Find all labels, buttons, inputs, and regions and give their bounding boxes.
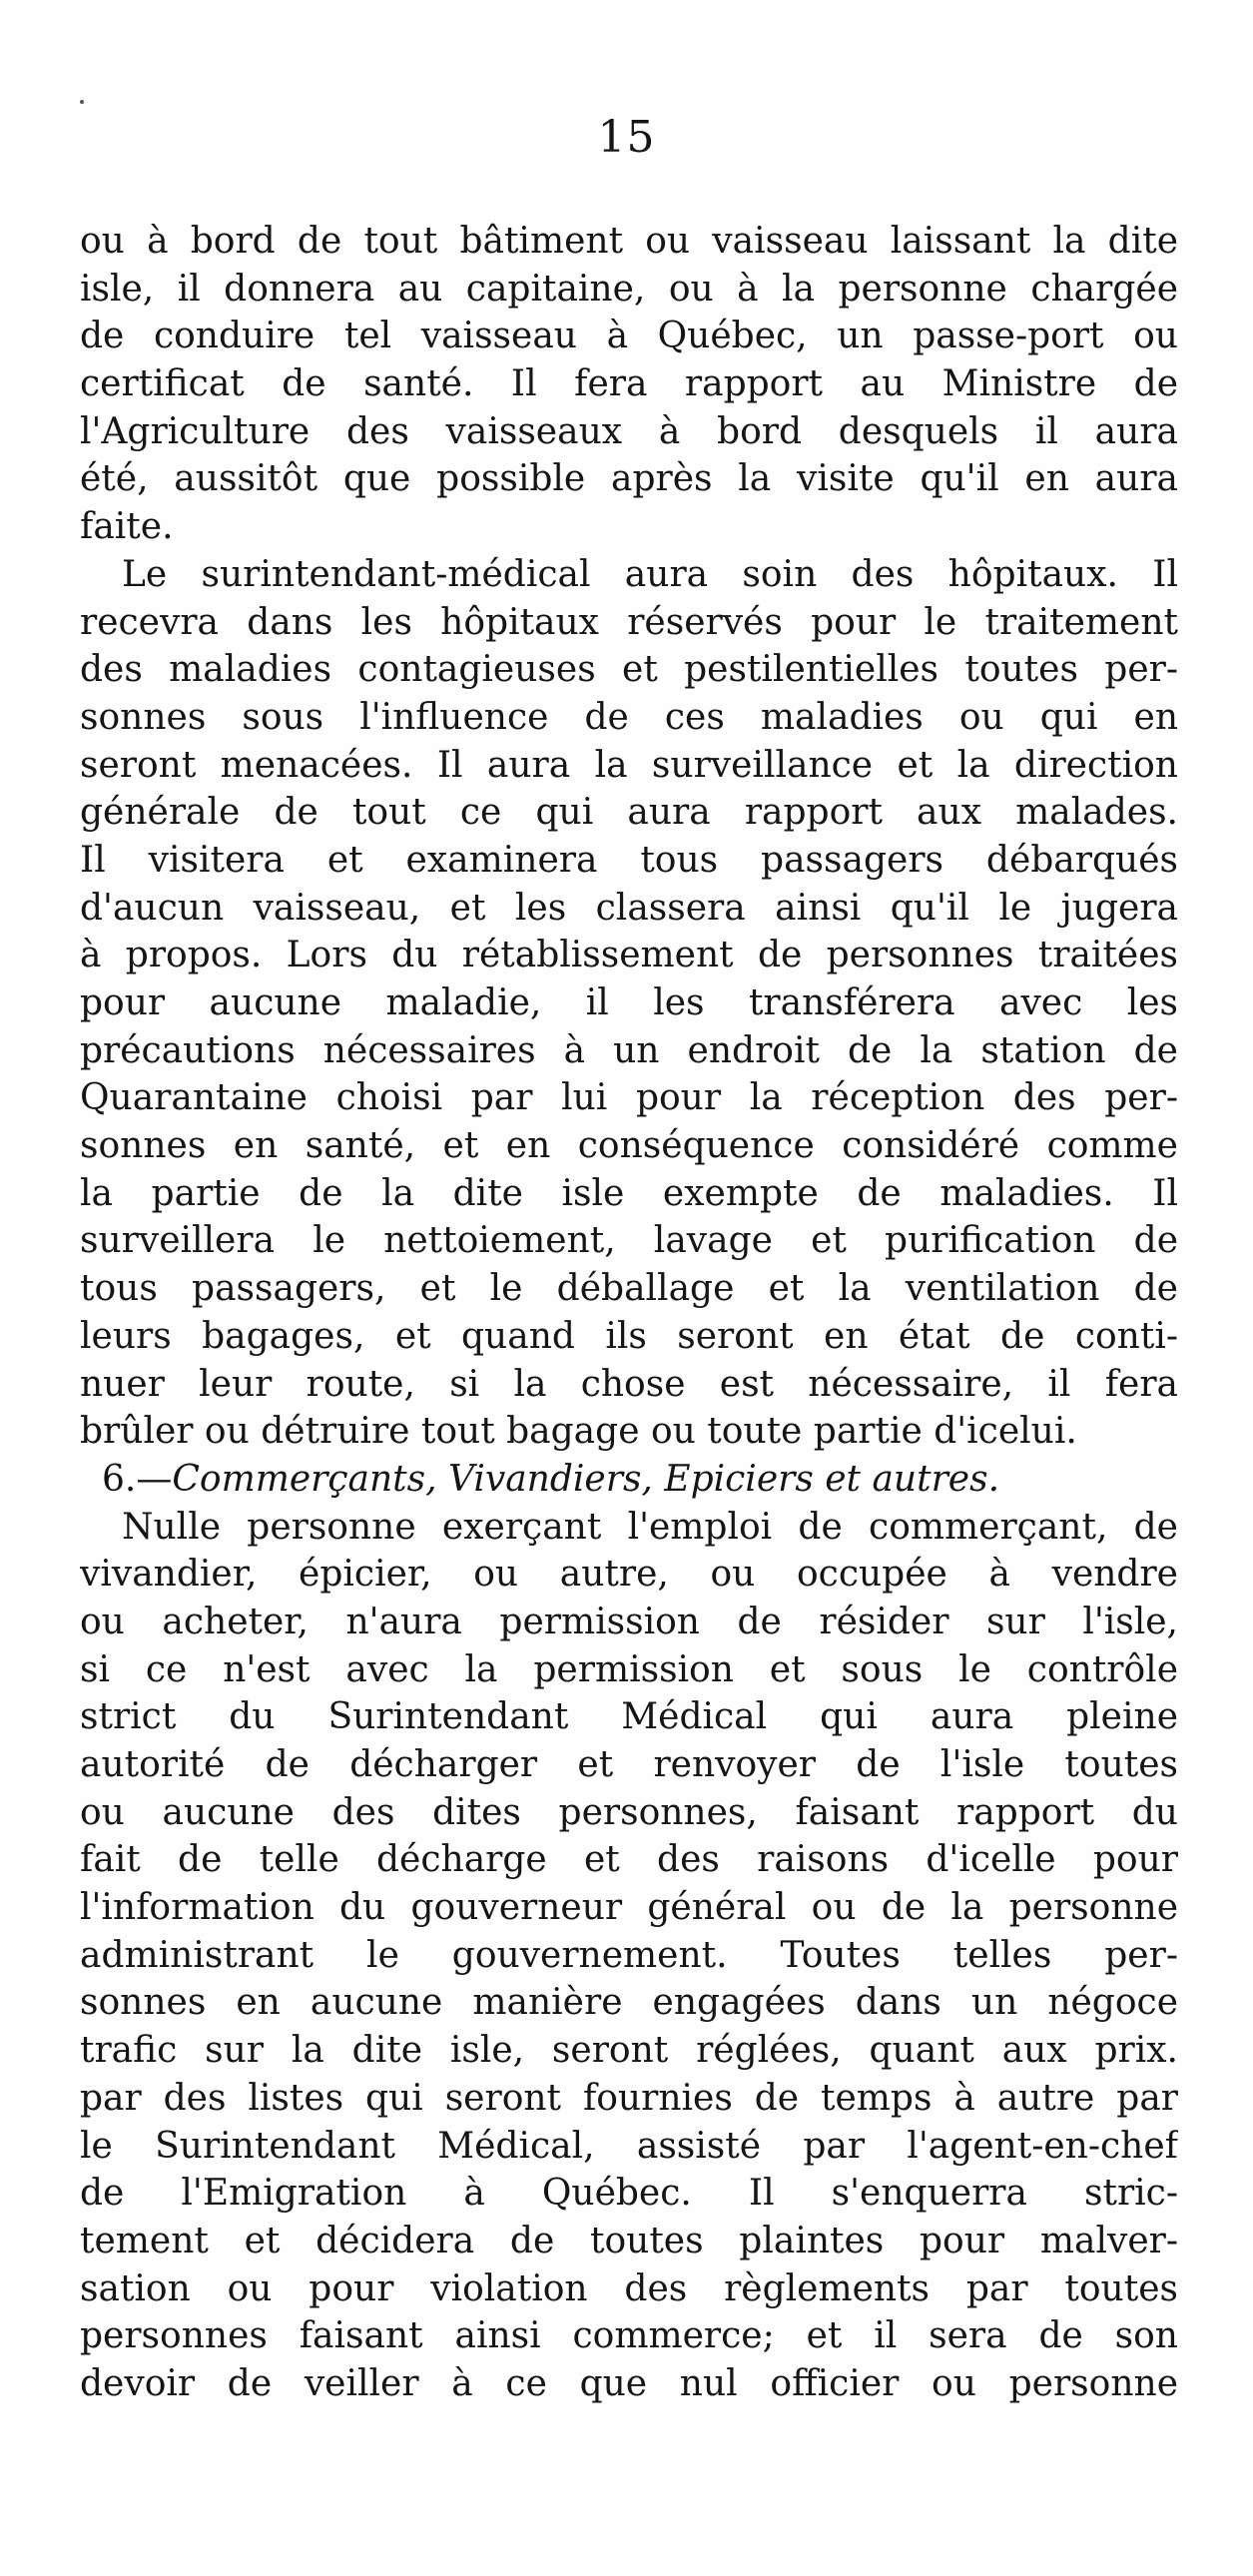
- text-line: trafic sur la dite isle, seront réglées, quant aux prix.: [80, 2030, 1178, 2072]
- text-line: le Surintendant Médical, assisté par l'agent-en-chef: [80, 2125, 1178, 2167]
- text-line: l'Agriculture des vaisseaux à bord desquels il aura: [80, 410, 1178, 452]
- text-line: Nulle personne exerçant l'emploi de commerçant, de: [122, 1506, 1178, 1548]
- text-line: précautions nécessaires à un endroit de la station de: [80, 1029, 1178, 1071]
- text-line: isle, il donnera au capitaine, ou à la personne chargée: [80, 268, 1178, 310]
- text-line: ou à bord de tout bâtiment ou vaisseau laissant la dite: [80, 221, 1178, 262]
- text-line: devoir de veiller à ce que nul officier ou personne: [80, 2362, 1178, 2404]
- text-line: par des listes qui seront fournies de temps à autre par: [80, 2077, 1178, 2119]
- text-line: fait de telle décharge et des raisons d'icelle pour: [80, 1839, 1178, 1881]
- text-line: strict du Surintendant Médical qui aura pleine: [80, 1696, 1178, 1738]
- text-line: de conduire tel vaisseau à Québec, un passe-port ou: [80, 316, 1178, 357]
- paragraph-1: [80, 218, 1178, 551]
- text-line: nuer leur route, si la chose est nécessaire, il fera: [80, 1363, 1178, 1405]
- text-line: des maladies contagieuses et pestilentielles toutes per-: [80, 649, 1178, 691]
- text-line: seront menacées. Il aura la surveillance et la direction: [80, 744, 1178, 786]
- text-line: vivandier, épicier, ou autre, ou occupée à vendre: [80, 1554, 1178, 1596]
- text-line: Il visitera et examinera tous passagers débarqués: [80, 839, 1178, 881]
- ink-speck: [80, 100, 84, 104]
- text-line: administrant le gouvernement. Toutes telles per-: [80, 1934, 1178, 1976]
- text-line: tement et décidera de toutes plaintes pour malver-: [80, 2220, 1178, 2261]
- section-number: 6.—: [102, 1458, 173, 1500]
- text-line: à propos. Lors du rétablissement de personnes traitées: [80, 935, 1178, 976]
- text-line: si ce n'est avec la permission et sous le contrôle: [80, 1648, 1178, 1690]
- text-line: recevra dans les hôpitaux réservés pour le traitement: [80, 601, 1178, 643]
- text-line: Quarantaine choisi par lui pour la réception des per-: [80, 1077, 1178, 1119]
- body-text: [80, 218, 1178, 2408]
- text-line: tous passagers, et le déballage et la ventilation de: [80, 1268, 1178, 1310]
- text-line: sonnes en aucune manière engagées dans un négoce: [80, 1982, 1178, 2024]
- text-line: Le surintendant-médical aura soin des hôpitaux. Il: [122, 553, 1178, 595]
- text-line: brûler ou détruire tout bagage ou toute partie d'icelui.: [80, 1411, 1077, 1453]
- page-number: 15: [597, 112, 656, 163]
- text-line: de l'Emigration à Québec. Il s'enquerra stric-: [80, 2173, 1178, 2215]
- text-line: été, aussitôt que possible après la visite qu'il en aura: [80, 458, 1178, 500]
- text-line: certificat de santé. Il fera rapport au Ministre de: [80, 363, 1178, 405]
- text-line: ou aucune des dites personnes, faisant rapport du: [80, 1791, 1178, 1833]
- text-line: la partie de la dite isle exempte de maladies. Il: [80, 1172, 1178, 1214]
- text-line: autorité de décharger et renvoyer de l'isle toutes: [80, 1744, 1178, 1785]
- text-line: ou acheter, n'aura permission de résider sur l'isle,: [80, 1601, 1178, 1642]
- paragraph-3: [80, 1504, 1178, 2408]
- text-line: leurs bagages, et quand ils seront en état de conti-: [80, 1315, 1178, 1357]
- text-line: faite.: [80, 506, 174, 548]
- section-title: Commerçants, Vivandiers, Epiciers et autres.: [172, 1458, 1000, 1500]
- text-line: générale de tout ce qui aura rapport aux malades.: [80, 792, 1178, 834]
- paragraph-2: [80, 551, 1178, 1456]
- text-line: sonnes en santé, et en conséquence considéré comme: [80, 1125, 1178, 1167]
- text-line: sonnes sous l'influence de ces maladies ou qui en: [80, 696, 1178, 738]
- section-heading: [80, 1456, 1178, 1504]
- text-line: sation ou pour violation des règlements par toutes: [80, 2267, 1178, 2309]
- text-line: personnes faisant ainsi commerce; et il sera de son: [80, 2315, 1178, 2357]
- text-line: l'information du gouverneur général ou de la personne: [80, 1887, 1178, 1929]
- text-line: pour aucune maladie, il les transférera avec les: [80, 982, 1178, 1023]
- text-line: surveillera le nettoiement, lavage et purification de: [80, 1220, 1178, 1262]
- text-line: d'aucun vaisseau, et les classera ainsi qu'il le jugera: [80, 887, 1178, 929]
